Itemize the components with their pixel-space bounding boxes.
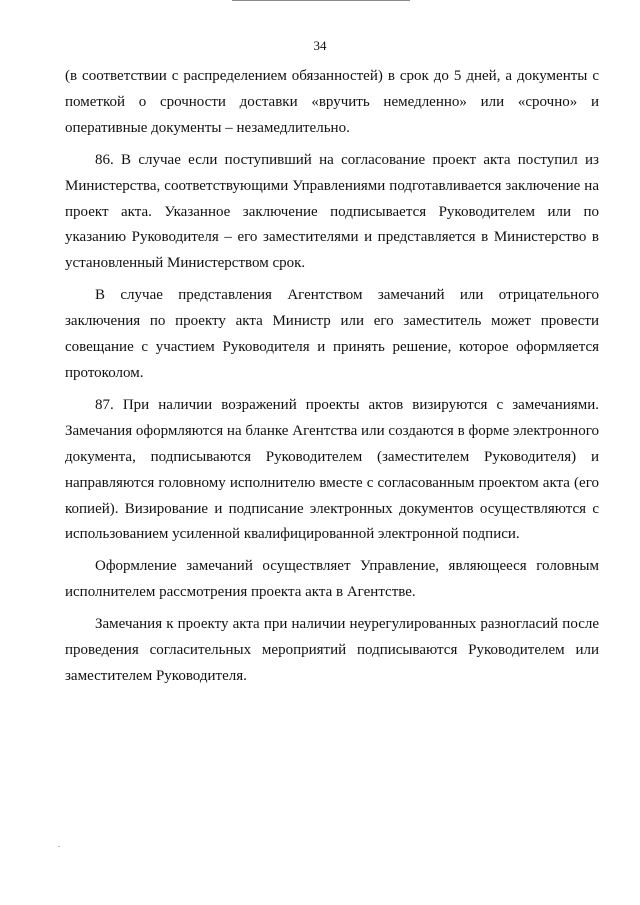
scan-edge-line — [232, 0, 410, 1]
scan-speck — [58, 846, 60, 847]
paragraph-87: 87. При наличии возражений проекты актов визируются с замечаниями. Замечания оформляются на бланке Агентства или создаются в форме электронного документа, подписываются Руководителем (заместителем Руководителя) и направляются головному исполнителю вместе с согласованным проектом акта (его копией). Визирование и подписание электронных документов осуществляются с использованием усиленной квалифицированной электронной подписи. — [65, 396, 599, 543]
paragraph-remarks-signing: Замечания к проекту акта при наличии неурегулированных разногласий после проведения согласительных мероприятий подписываются Руководителем или заместителем Руководителя. — [65, 616, 599, 684]
paragraph-86: 86. В случае если поступивший на согласование проект акта поступил из Министерства, соответствующими Управлениями подготавливается заключение на проект акта. Указанное заключение подписывается Руководителем или по указанию Руководителя – его заместителями и представляется в Министерство в установленный Министерством срок. — [65, 151, 599, 272]
paragraph-remarks-execution: Оформление замечаний осуществляет Управление, являющееся головным исполнителем рассмотрения проекта акта в Агентстве. — [65, 558, 599, 601]
paragraph-agency-remarks: В случае представления Агентством замечаний или отрицательного заключения по проекту акта Министр или его заместитель может провести совещание с участием Руководителя и принять решение, которое оформляется протоколом. — [65, 287, 599, 381]
paragraph-continuation: (в соответствии с распределением обязанностей) в срок до 5 дней, а документы с пометкой о срочности доставки «вручить немедленно» или «срочно» и оперативные документы – незамедлительно. — [65, 68, 599, 136]
document-body — [65, 64, 599, 690]
page-number: 34 — [313, 38, 327, 53]
